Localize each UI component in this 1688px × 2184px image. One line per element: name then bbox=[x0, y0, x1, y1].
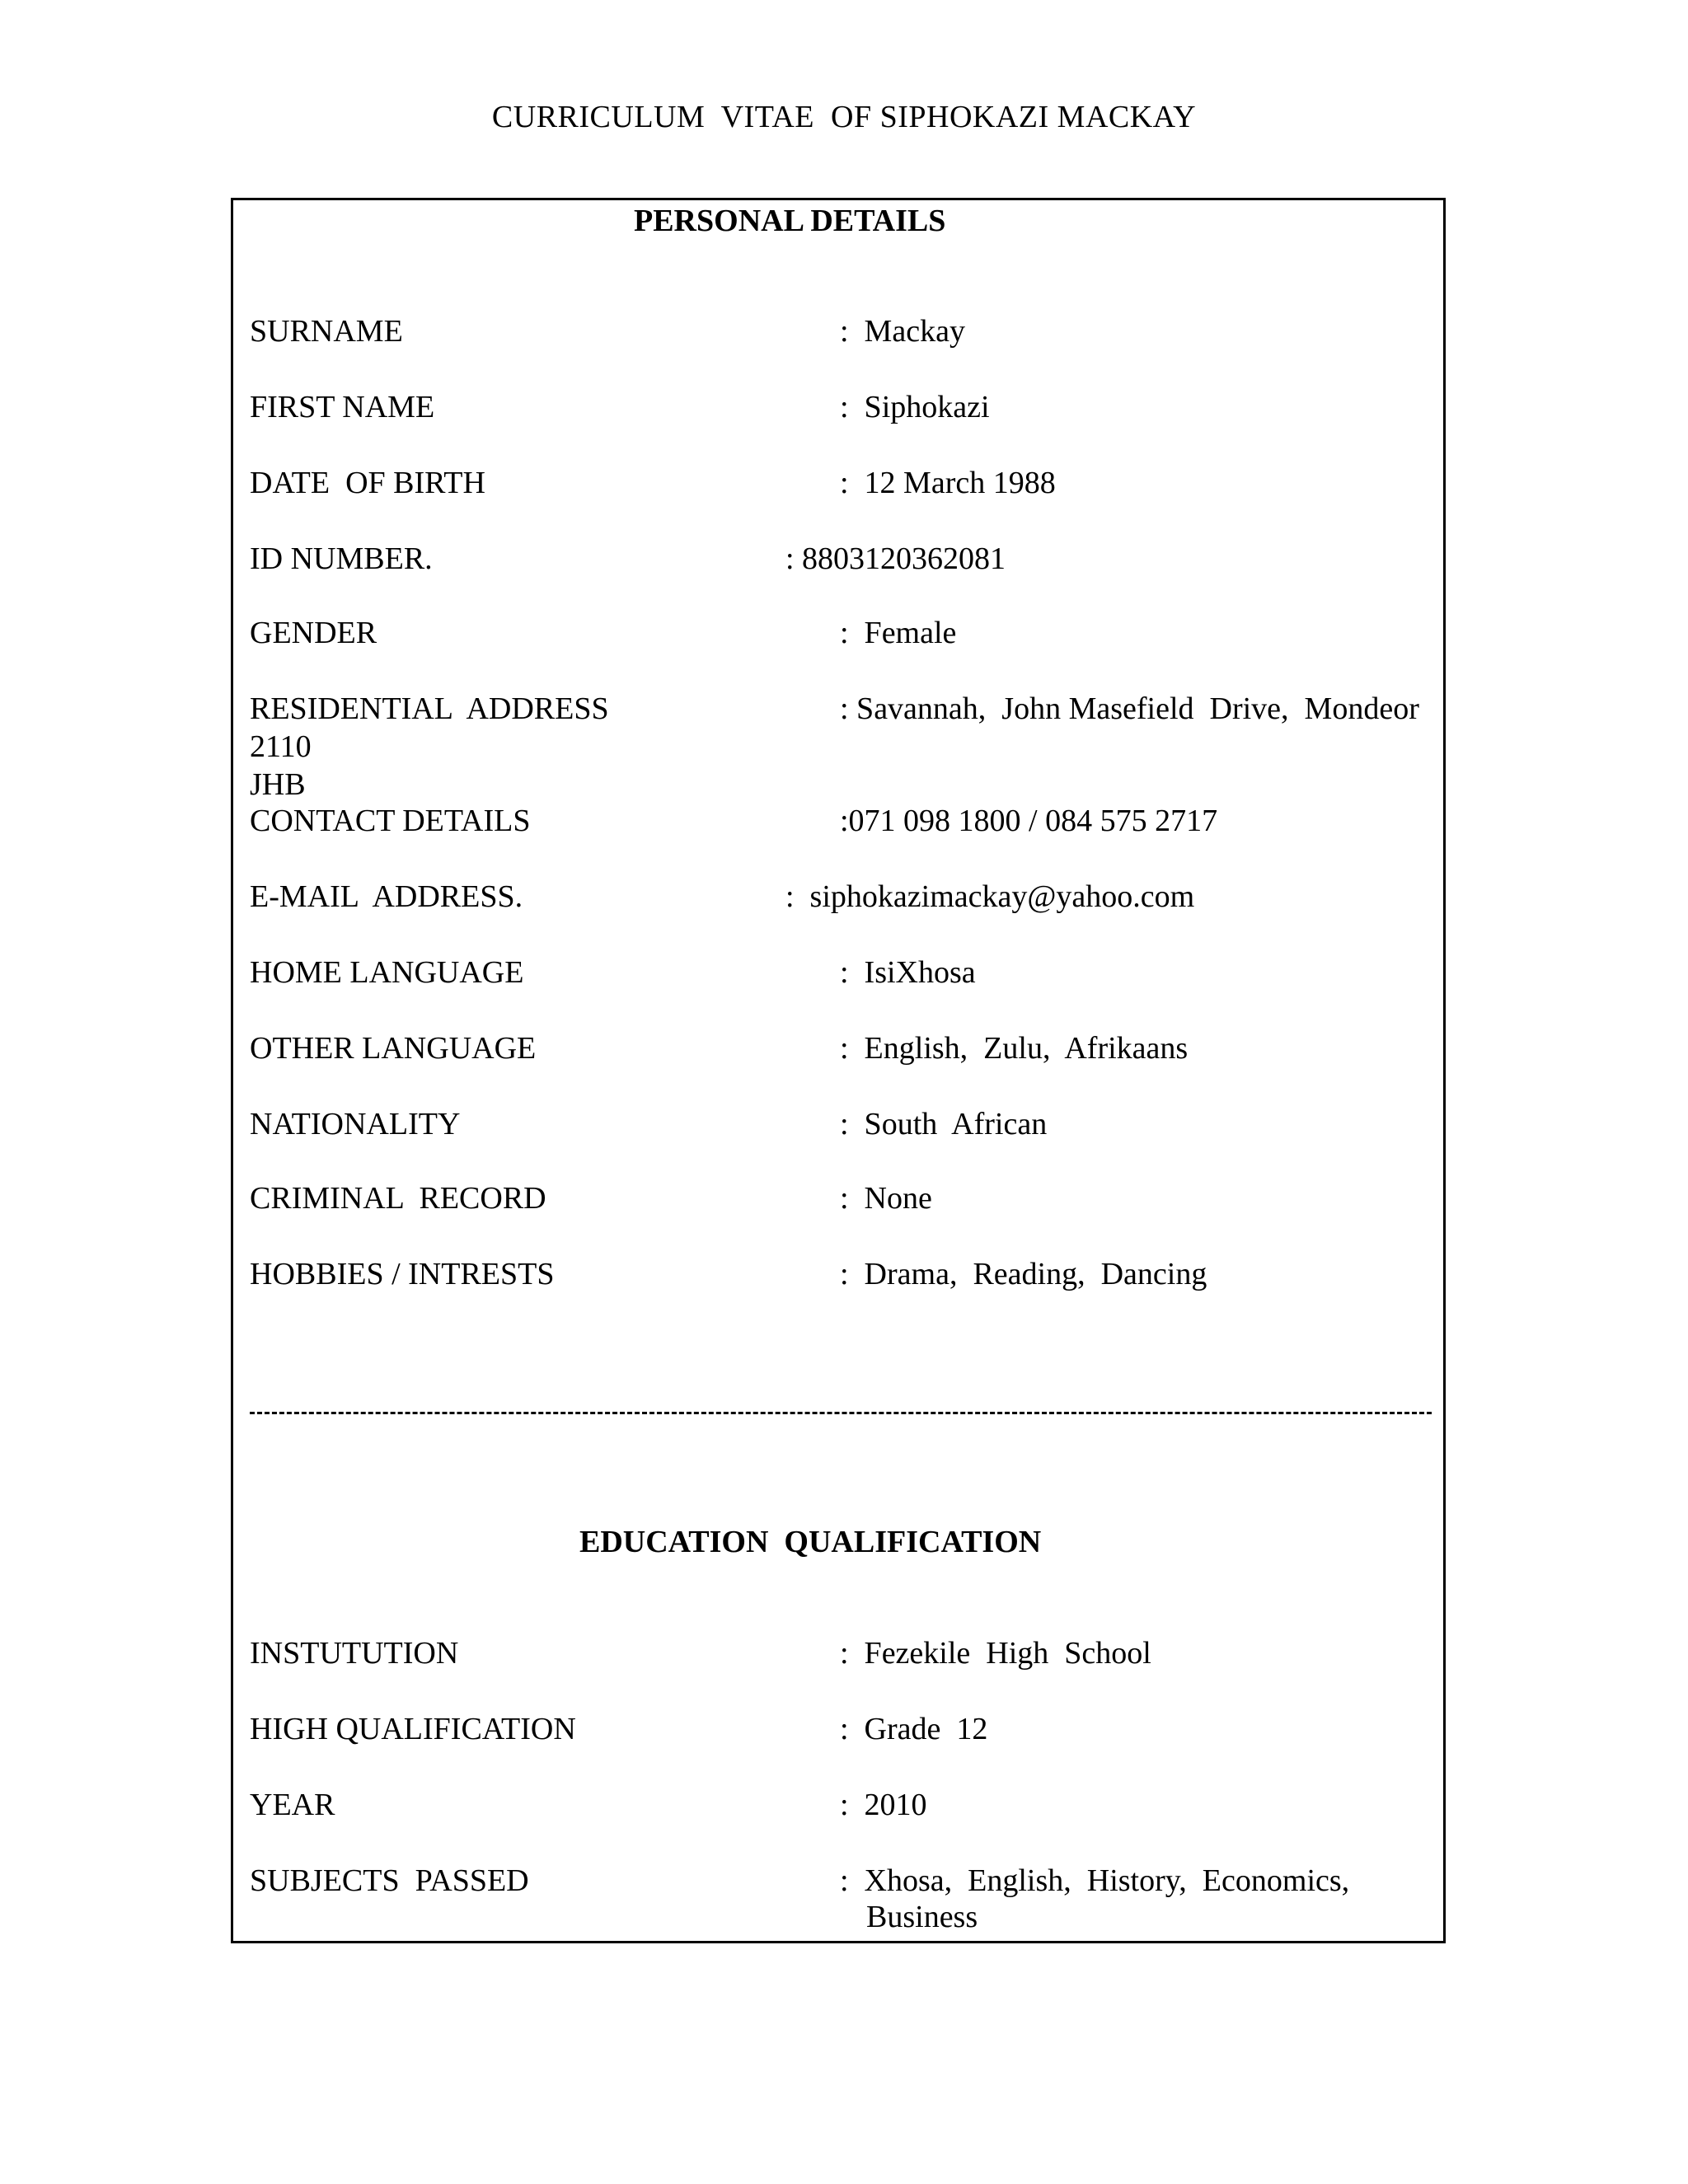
first-name-label: FIRST NAME bbox=[250, 390, 435, 424]
contact-details-label: CONTACT DETAILS bbox=[250, 804, 531, 838]
gender-label: GENDER bbox=[250, 616, 377, 650]
year-label: YEAR bbox=[250, 1788, 335, 1822]
nationality-value: : South African bbox=[840, 1107, 1048, 1141]
institution-value: : Fezekile High School bbox=[840, 1636, 1151, 1671]
id-number-value: : 8803120362081 bbox=[785, 541, 1006, 576]
first-name-value: : Siphokazi bbox=[840, 390, 990, 424]
high-qualification-value: : Grade 12 bbox=[840, 1712, 988, 1746]
address-city: JHB bbox=[250, 767, 306, 802]
email-address-value: : siphokazimackay@yahoo.com bbox=[785, 879, 1195, 914]
other-language-value: : English, Zulu, Afrikaans bbox=[840, 1031, 1189, 1066]
high-qualification-label: HIGH QUALIFICATION bbox=[250, 1712, 576, 1746]
document-title: CURRICULUM VITAE OF SIPHOKAZI MACKAY bbox=[491, 100, 1197, 134]
home-language-label: HOME LANGUAGE bbox=[250, 955, 524, 990]
personal-details-heading: PERSONAL DETAILS bbox=[634, 204, 946, 238]
education-heading: EDUCATION QUALIFICATION bbox=[579, 1525, 1042, 1559]
criminal-record-label: CRIMINAL RECORD bbox=[250, 1181, 546, 1216]
email-address-label: E-MAIL ADDRESS. bbox=[250, 879, 523, 914]
subjects-passed-continued: Business bbox=[866, 1900, 978, 1934]
hobbies-value: : Drama, Reading, Dancing bbox=[840, 1257, 1207, 1291]
id-number-label: ID NUMBER. bbox=[250, 541, 433, 576]
year-value: : 2010 bbox=[840, 1788, 927, 1822]
surname-label: SURNAME bbox=[250, 314, 403, 349]
date-of-birth-label: DATE OF BIRTH bbox=[250, 466, 485, 500]
residential-address-label: RESIDENTIAL ADDRESS bbox=[250, 691, 609, 726]
cv-details-box bbox=[231, 198, 1446, 1943]
home-language-value: : IsiXhosa bbox=[840, 955, 976, 990]
date-of-birth-value: : 12 March 1988 bbox=[840, 466, 1056, 500]
criminal-record-value: : None bbox=[840, 1181, 932, 1216]
subjects-passed-label: SUBJECTS PASSED bbox=[250, 1863, 529, 1898]
subjects-passed-value: : Xhosa, English, History, Economics, bbox=[840, 1863, 1350, 1898]
contact-details-value: :071 098 1800 / 084 575 2717 bbox=[840, 804, 1218, 838]
section-divider bbox=[250, 1412, 1432, 1414]
institution-label: INSTUTUTION bbox=[250, 1636, 459, 1671]
gender-value: : Female bbox=[840, 616, 957, 650]
nationality-label: NATIONALITY bbox=[250, 1107, 461, 1141]
hobbies-label: HOBBIES / INTRESTS bbox=[250, 1257, 555, 1291]
residential-address-value: : Savannah, John Masefield Drive, Mondeor bbox=[840, 691, 1419, 726]
other-language-label: OTHER LANGUAGE bbox=[250, 1031, 537, 1066]
address-postal-code: 2110 bbox=[250, 729, 312, 764]
surname-value: : Mackay bbox=[840, 314, 965, 349]
